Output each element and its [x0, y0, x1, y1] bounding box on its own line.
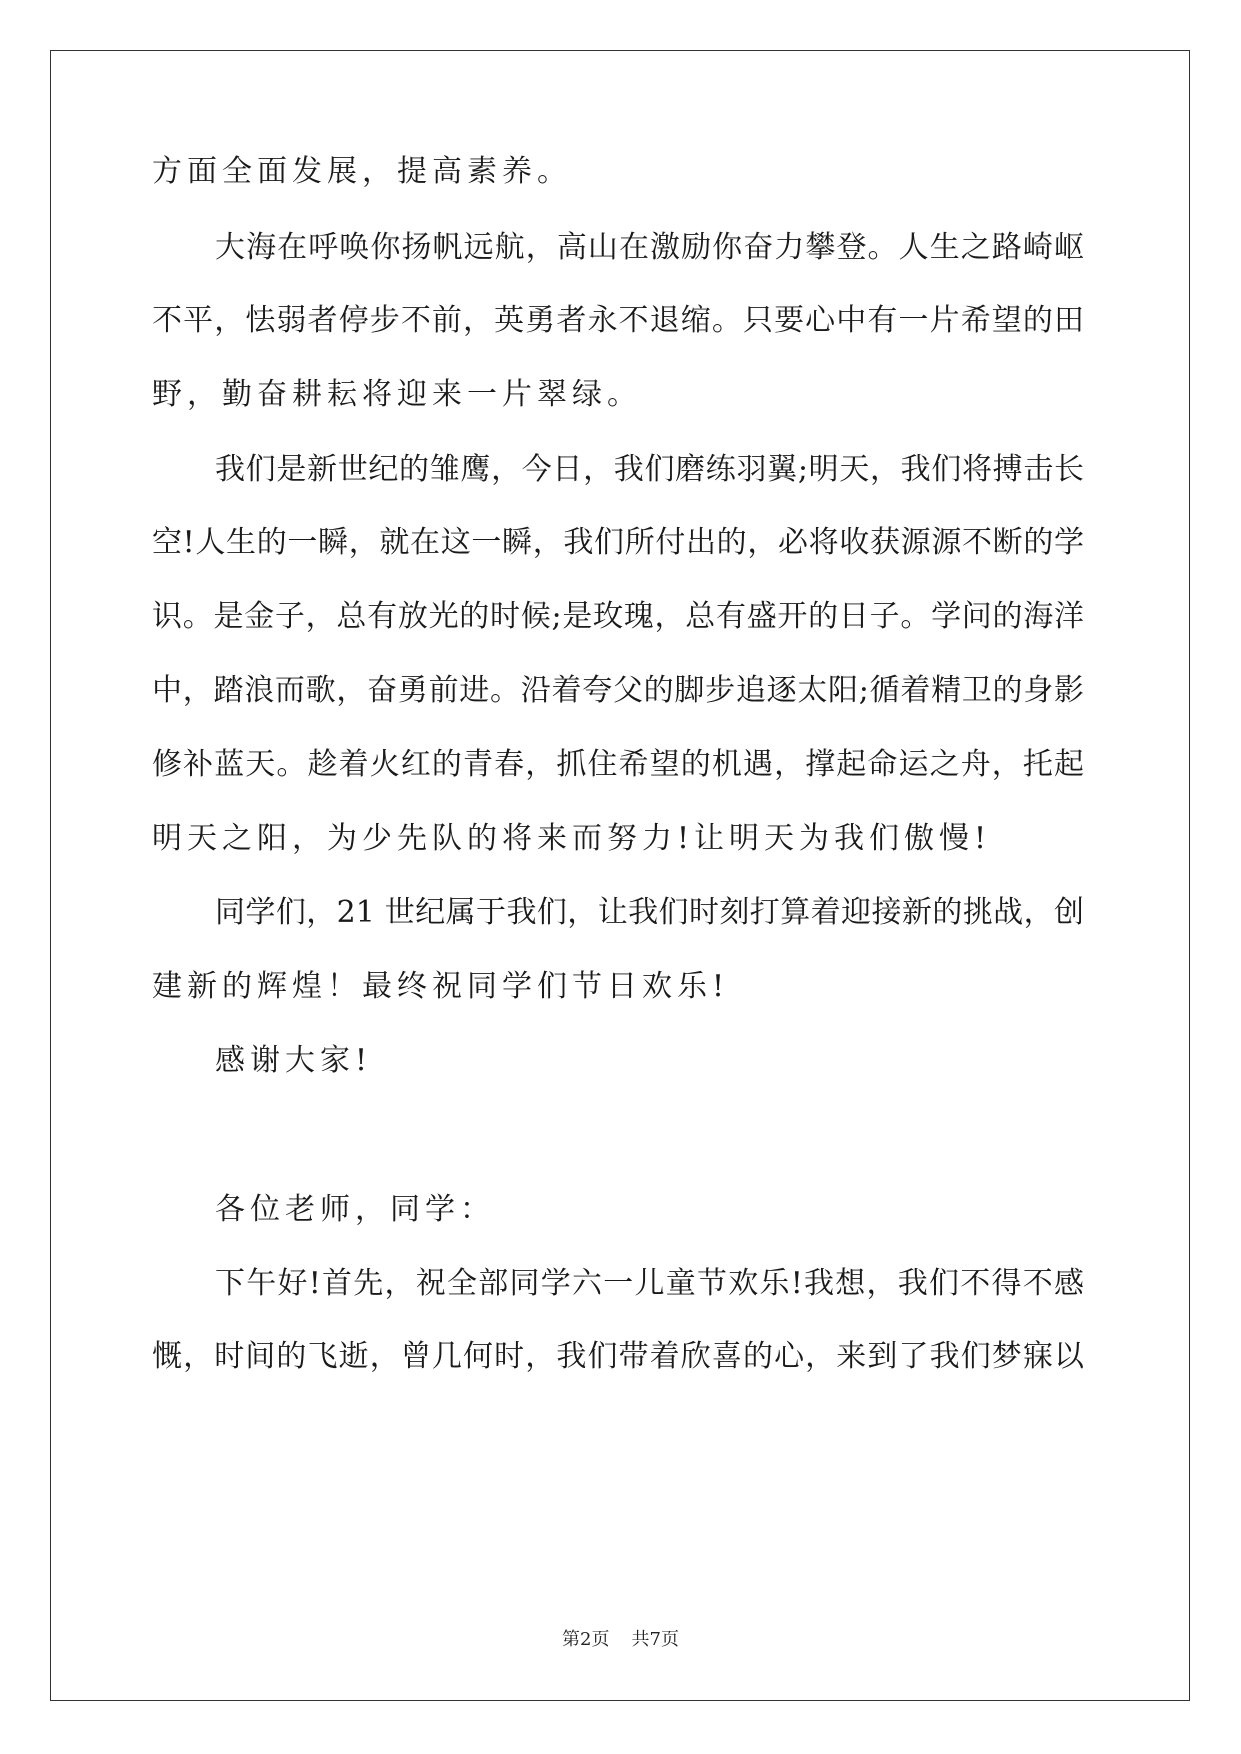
- paragraph-line: 同学们，21 世纪属于我们，让我们时刻打算着迎接新的挑战，创: [215, 895, 1084, 930]
- paragraph-line: 中，踏浪而歌，奋勇前进。沿着夸父的脚步追逐太阳;循着精卫的身影: [152, 673, 1084, 708]
- paragraph-line: 慨，时间的飞逝，曾几何时，我们带着欣喜的心，来到了我们梦寐以: [152, 1339, 1084, 1374]
- paragraph-line: 方面全面发展，提高素养。: [152, 154, 572, 189]
- paragraph-line: 野，勤奋耕耘将迎来一片翠绿。: [152, 377, 642, 412]
- paragraph-line: 大海在呼唤你扬帆远航，高山在激励你奋力攀登。人生之路崎岖: [215, 230, 1084, 265]
- salutation-line: 各位老师，同学：: [215, 1192, 495, 1227]
- page-total: 共7页: [631, 1629, 679, 1650]
- paragraph-line: 我们是新世纪的雏鹰，今日，我们磨练羽翼;明天，我们将搏击长: [215, 452, 1084, 487]
- paragraph-line: 建新的辉煌！最终祝同学们节日欢乐!: [152, 969, 730, 1004]
- paragraph-line: 下午好!首先，祝全部同学六一儿童节欢乐!我想，我们不得不感: [215, 1266, 1084, 1301]
- page-frame: [50, 50, 1190, 1701]
- paragraph-line: 明天之阳，为少先队的将来而努力!让明天为我们傲慢!: [152, 821, 992, 856]
- page-footer: [0, 1628, 1241, 1652]
- paragraph-line: 感谢大家!: [215, 1043, 373, 1078]
- paragraph-line: 空!人生的一瞬，就在这一瞬，我们所付出的，必将收获源源不断的学: [152, 525, 1084, 560]
- paragraph-line: 识。是金子，总有放光的时候;是玫瑰，总有盛开的日子。学问的海洋: [152, 599, 1084, 634]
- paragraph-line: 不平，怯弱者停步不前，英勇者永不退缩。只要心中有一片希望的田: [152, 303, 1084, 338]
- paragraph-line: 修补蓝天。趁着火红的青春，抓住希望的机遇，撑起命运之舟，托起: [152, 747, 1084, 782]
- page-number: 第2页: [562, 1629, 610, 1650]
